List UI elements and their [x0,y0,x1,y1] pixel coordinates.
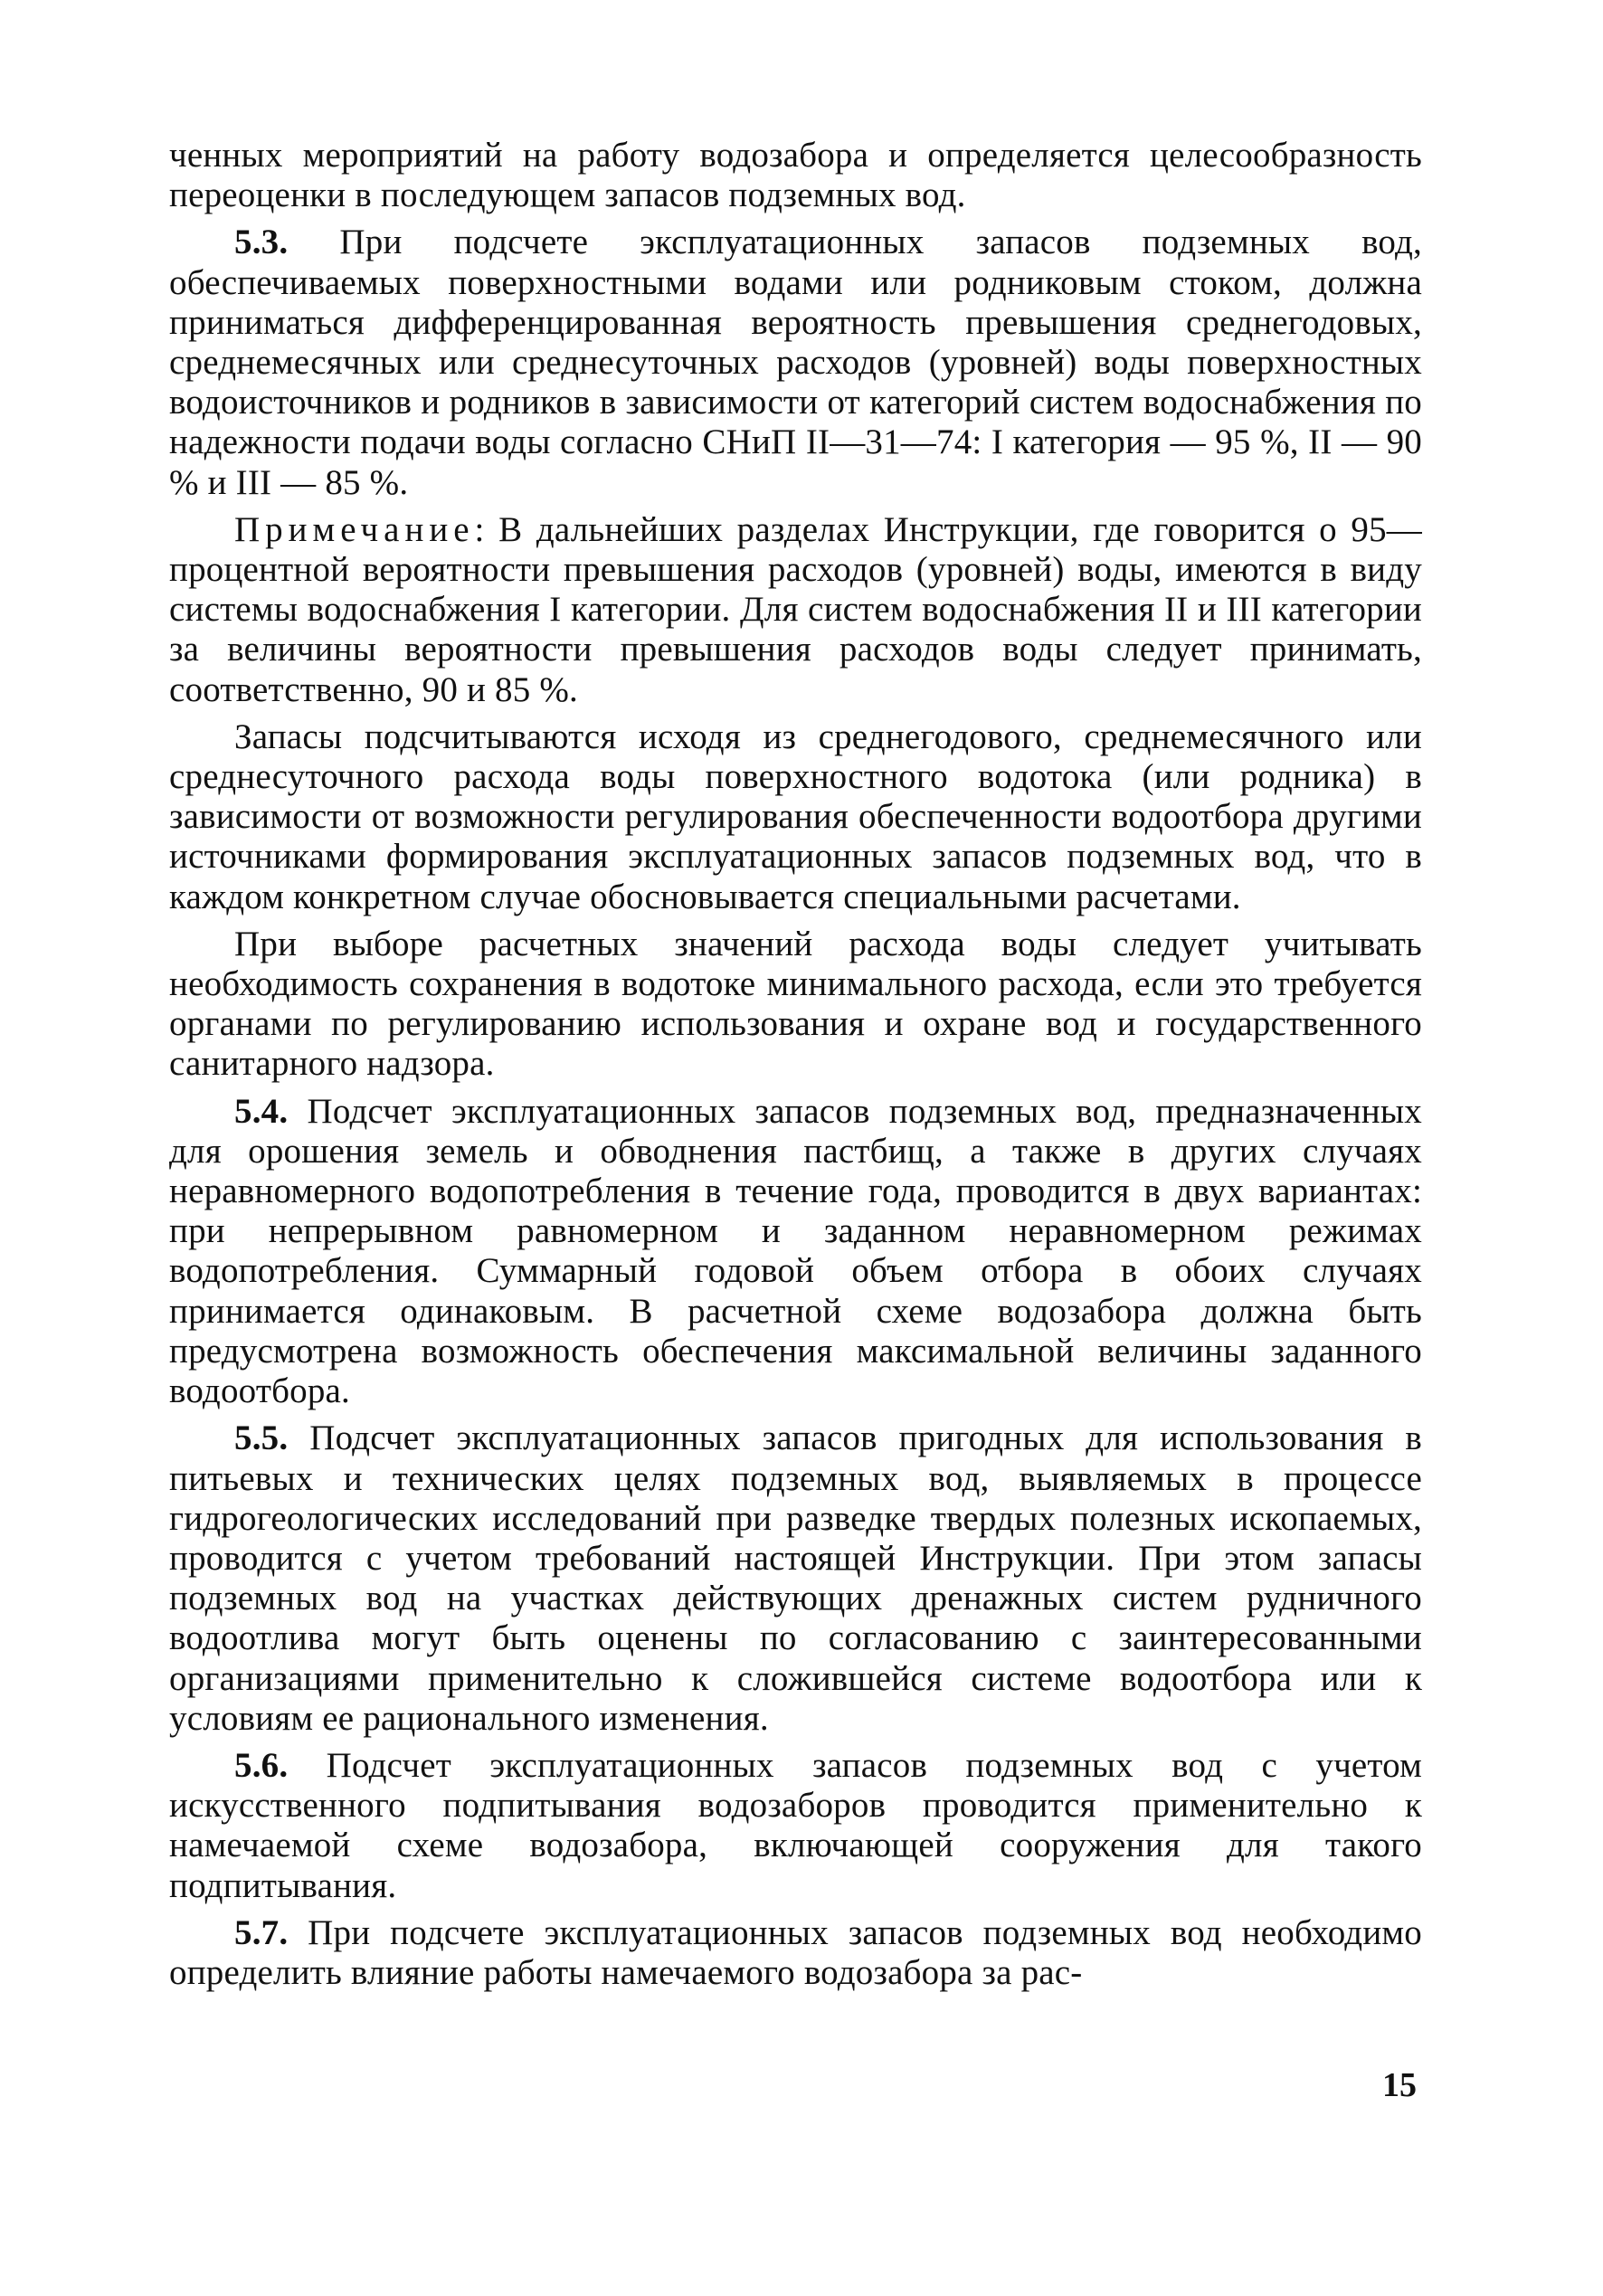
section-5-3 [169,223,1422,502]
document-page [169,136,1422,1993]
paragraph-text: : В дальнейших разделах Инструкции, где говорится о 95—процентной вероятности превышения расходов (уровней) воды, имеются в виду системы водоснабжения I категории. Для систем водоснабжения II и III категории за величины вероятности превышения расходов воды следует принимать, соответственно, 90 и 85 %. [169,509,1422,709]
paragraph-text: При подсчете эксплуатационных запасов подземных вод, обеспечиваемых поверхностными водами или родниковым стоком, должна приниматься дифференцированная вероятность превышения среднегодовых, среднемесячных или среднесуточных расходов (уровней) воды поверхностных водоисточников и родников в зависимости от категорий систем водоснабжения по надежности подачи воды согласно СНиП II—31—74: I категория — 95 %, II — 90 % и III — 85 %. [169,223,1422,502]
section-number: 5.5. [234,1418,289,1458]
paragraph-text: Подсчет эксплуатационных запасов пригодных для использования в питьевых и технических целях подземных вод, выявляемых в процессе гидрогеологических исследований при разведке твердых полезных ископаемых, проводится с учетом требований настоящей Инструкции. При этом запасы подземных вод на участках действующих дренажных систем рудничного водоотлива могут быть оценены по согласованию с заинтересованными организациями применительно к сложившейся системе водоотбора или к условиям ее рационального изменения. [169,1418,1422,1738]
paragraph-text: При подсчете эксплуатационных запасов подземных вод необходимо определить влияние работы намечаемого водозабора за рас- [169,1912,1422,1992]
paragraph-continuation [169,136,1422,215]
paragraph-text: ченных мероприятий на работу водозабора и определяется целесообразность переоценки в последующем запасов подземных вод. [169,136,1422,215]
section-number: 5.3. [234,223,289,262]
section-number: 5.6. [234,1745,289,1785]
section-5-7 [169,1913,1422,1993]
section-5-5 [169,1418,1422,1739]
paragraph-flow-selection [169,925,1422,1085]
note-paragraph [169,510,1422,710]
section-5-4 [169,1092,1422,1412]
section-number: 5.7. [234,1912,289,1952]
paragraph-text: При выборе расчетных значений расхода воды следует учитывать необходимость сохранения в водотоке минимального расхода, если это требуется органами по регулированию использования и охране вод и государственного санитарного надзора. [169,924,1422,1084]
page-number: 15 [1382,2066,1417,2104]
paragraph-text: Запасы подсчитываются исходя из среднегодового, среднемесячного или среднесуточного расхода воды поверхностного водотока (или родника) в зависимости от возможности регулирования обеспеченности водоотбора другими источниками формирования эксплуатационных запасов подземных вод, что в каждом конкретном случае обосновывается специальными расчетами. [169,716,1422,916]
note-label: Примечание [234,509,475,549]
paragraph-reserves [169,717,1422,917]
section-number: 5.4. [234,1091,289,1131]
paragraph-text: Подсчет эксплуатационных запасов подземных вод, предназначенных для орошения земель и обводнения пастбищ, а также в других случаях неравномерного водопотребления в течение года, проводится в двух вариантах: при непрерывном равномерном и заданном неравномерном режимах водопотребления. Суммарный годовой объем отбора в обоих случаях принимается одинаковым. В расчетной схеме водозабора должна быть предусмотрена возможность обеспечения максимальной величины заданного водоотбора. [169,1091,1422,1411]
section-5-6 [169,1746,1422,1906]
paragraph-text: Подсчет эксплуатационных запасов подземных вод с учетом искусственного подпитывания водозаборов проводится применительно к намечаемой схеме водозабора, включающей сооружения для такого подпитывания. [169,1745,1422,1905]
